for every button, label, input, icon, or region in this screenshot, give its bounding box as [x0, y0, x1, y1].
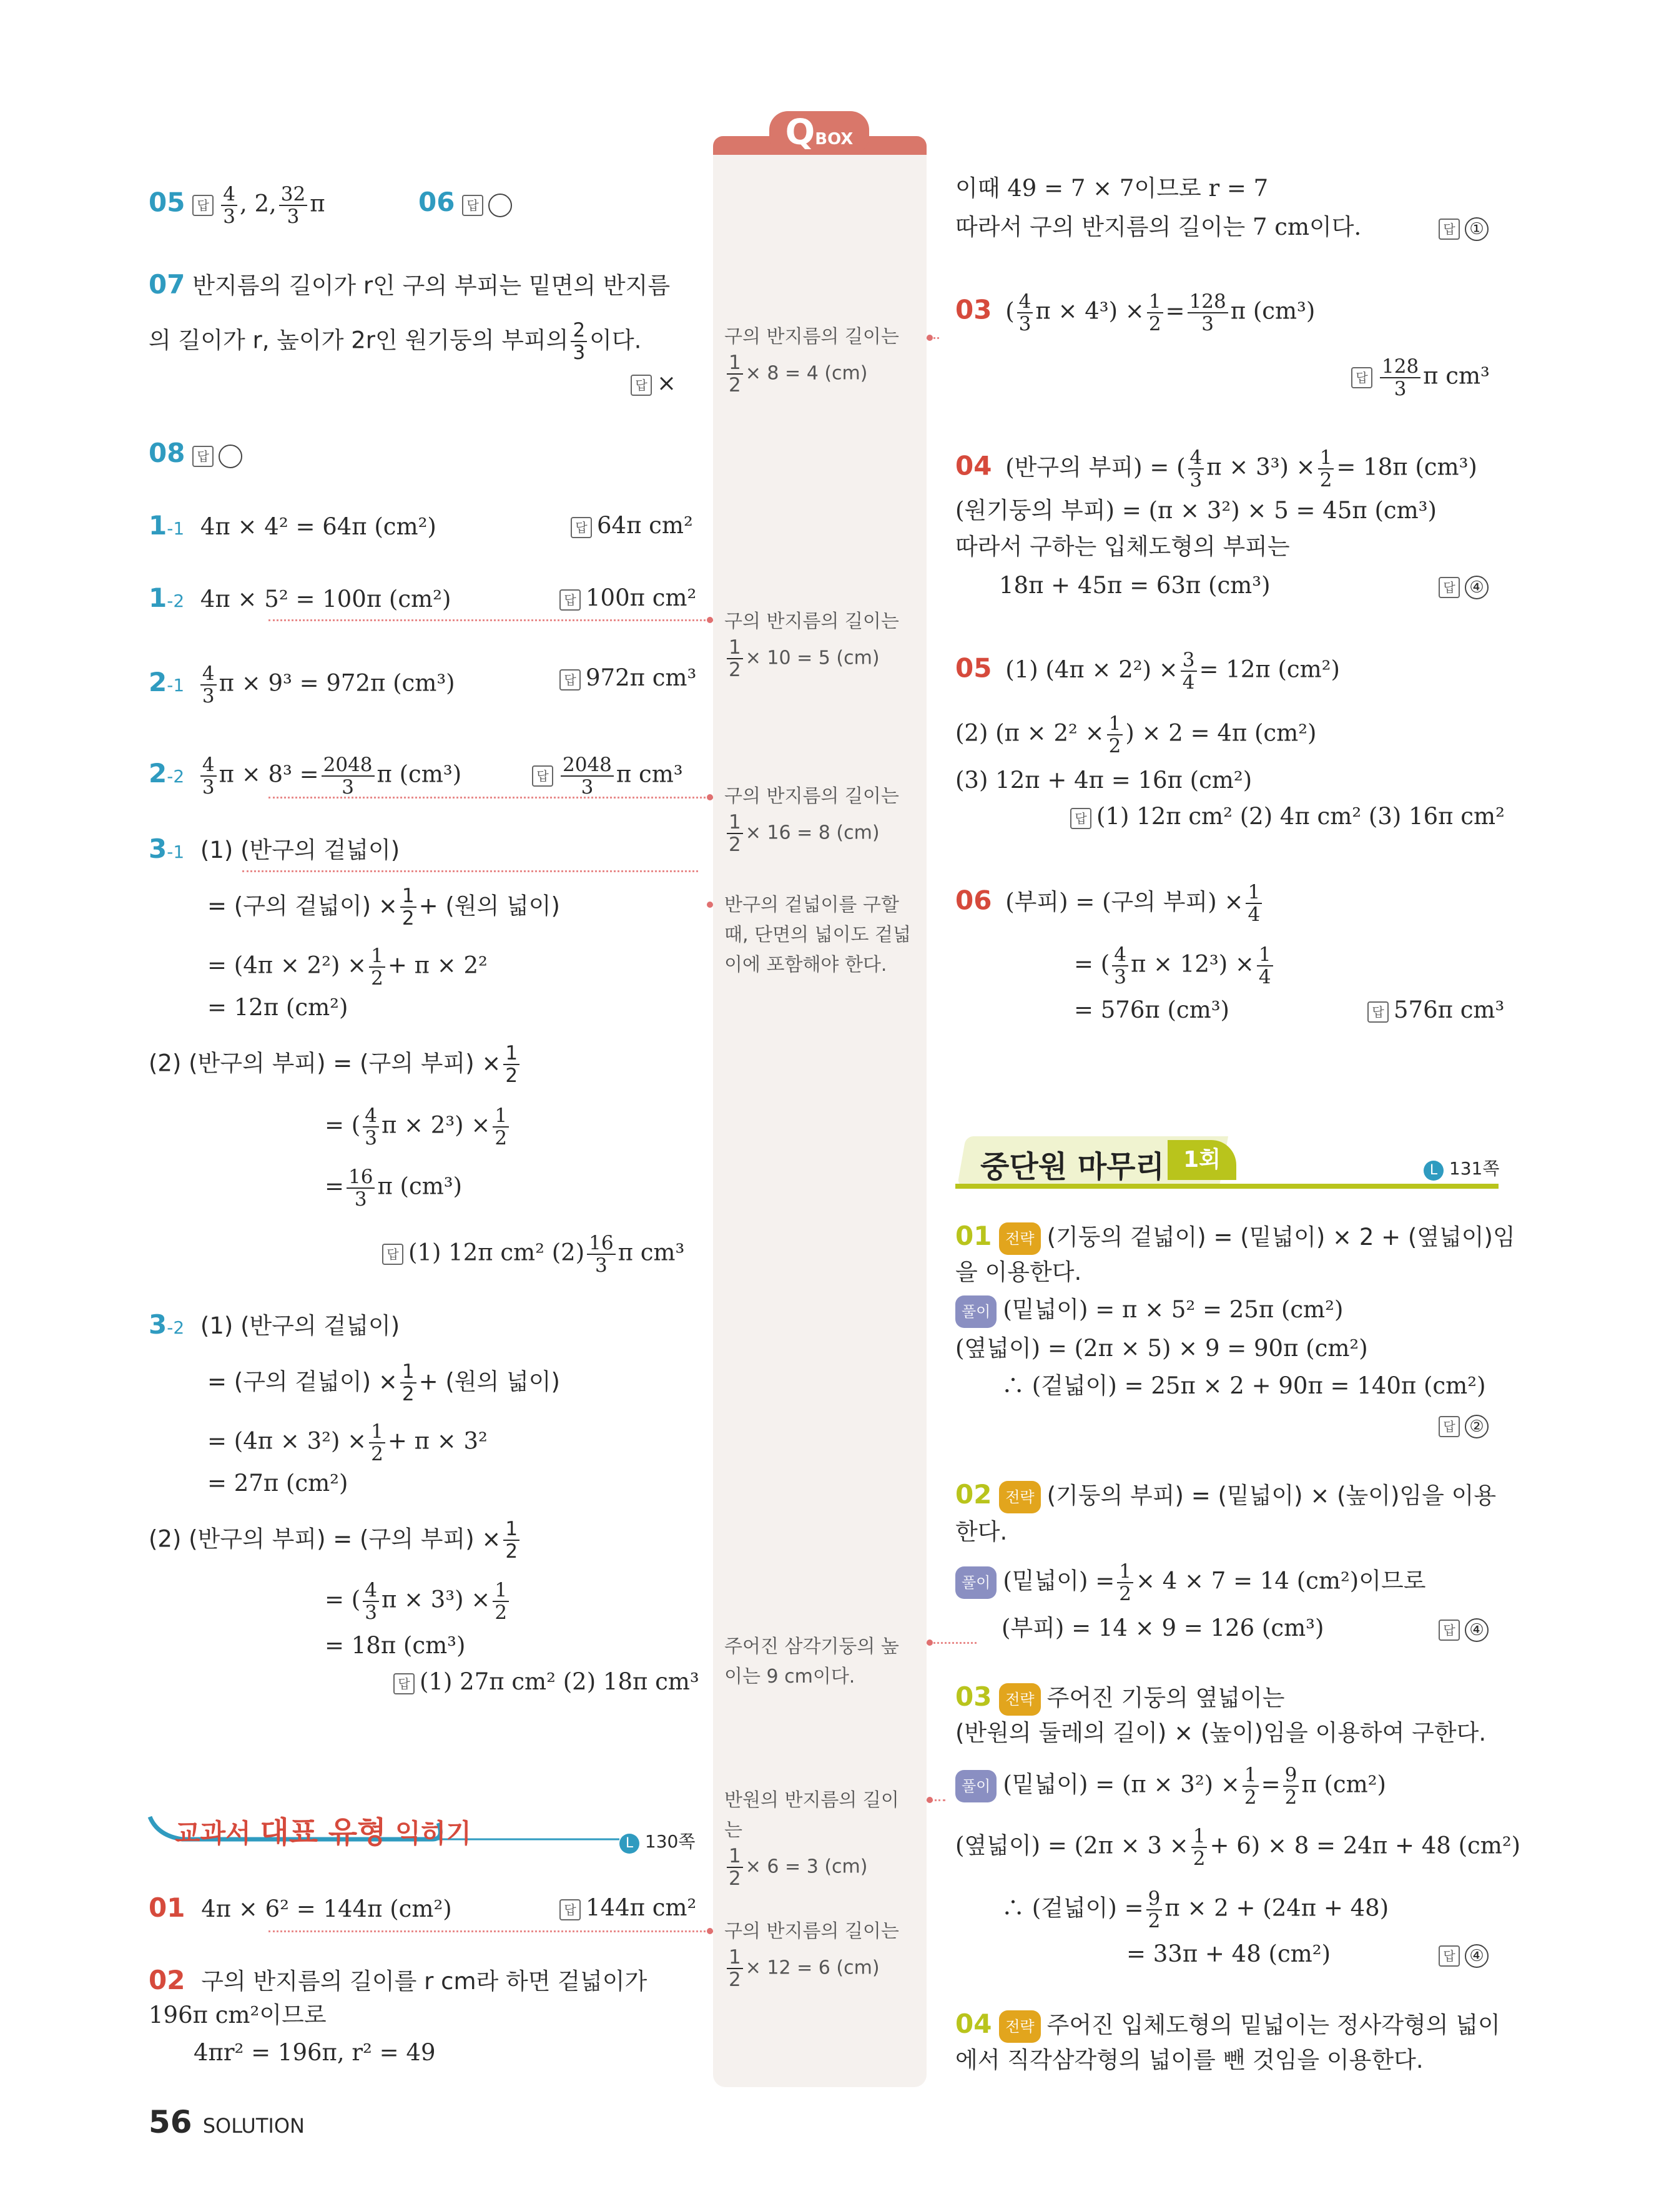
answer-icon: 답 — [1439, 1416, 1460, 1437]
problem-1-2-ans: 답 100π cm² — [559, 583, 696, 613]
r06-ans: 답 576π cm³ — [1367, 995, 1504, 1025]
connector-dot — [707, 1928, 713, 1934]
r04-line2: (원기둥의 부피) = (π × 3²) × 5 = 45π (cm³) — [955, 497, 1437, 524]
connector-dot — [927, 1639, 933, 1646]
side-note-2: 구의 반지름의 길이는 $\frac{1}{2}$ × 10 = 5 (cm) — [724, 611, 899, 681]
answer-icon: 답 — [1367, 1001, 1389, 1023]
r03: 03 ( $\frac{4}{3}$ π × 4³) × $\frac{1}{2}$ = $\frac{128}{3}$ π (cm³) — [955, 290, 1316, 335]
mid-review-title: 중단원 마무리 — [980, 1149, 1164, 1184]
m03-line4: (옆넓이) = (2π × 3 × $\frac{1}{2}$ + 6) × 8 = 24π + 48 (cm²) — [955, 1825, 1521, 1870]
problem-1-2: 1-2 4π × 5² = 100π (cm²) — [149, 582, 451, 613]
r06-line3: = 576π (cm³) — [1074, 996, 1229, 1023]
m01-line2: 을 이용한다. — [955, 1259, 1082, 1285]
b02-line2: 196π cm²이므로 — [149, 2002, 327, 2028]
m02-line3: 풀이 (밑넓이) = $\frac{1}{2}$ × 4 × 7 = 14 (cm²)이므로 — [955, 1561, 1425, 1605]
banner-title: 교과서 대표 유형 익히기 — [175, 1815, 471, 1850]
problem-3-1-line2: = (구의 겉넓이) × $\frac{1}{2}$ + (원의 넓이) — [207, 885, 560, 930]
m01-ans: 답 ② — [1439, 1410, 1489, 1440]
r05-line2: (2) (π × 2² × $\frac{1}{2}$ ) × 2 = 4π (cm²) — [955, 712, 1317, 757]
m04-line2: 에서 직각삼각형의 넓이를 뺀 것임을 이용한다. — [955, 2047, 1424, 2073]
connector-7 — [268, 1930, 713, 1932]
strategy-tag: 전략 — [999, 1481, 1040, 1513]
problem-2-2: 2-2 $\frac{4}{3}$ π × 8³ = $\frac{2048}{3}$ π (cm³) — [149, 754, 462, 799]
m03-line5: ∴ (겉넓이) = $\frac{9}{2}$ π × 2 + (24π + 48) — [1002, 1887, 1389, 1932]
footer-label: SOLUTION — [202, 2114, 305, 2138]
m01-line1: 01 전략 (기둥의 겉넓이) = (밑넓이) × 2 + (옆넓이)임 — [955, 1221, 1515, 1255]
answer-icon: 답 — [192, 446, 214, 467]
answer-icon: 답 — [1070, 808, 1091, 829]
problem-1-1-ans: 답 64π cm² — [571, 511, 693, 541]
answer-icon: 답 — [1351, 367, 1372, 388]
answer-icon: 답 — [393, 1673, 415, 1694]
right-top-line2: 따라서 구의 반지름의 길이는 7 cm이다. — [955, 214, 1362, 240]
connector-dot — [927, 335, 933, 341]
answer-07-ans: 답 × — [631, 368, 676, 398]
m03-line2: (반원의 둘레의 길이) × (높이)임을 이용하여 구한다. — [955, 1719, 1487, 1746]
problem-2-2-ans: 답 $\frac{2048}{3}$ π cm³ — [532, 754, 683, 798]
r04-line3: 따라서 구하는 입체도형의 부피는 — [955, 533, 1290, 560]
circle-mark-icon — [488, 194, 512, 217]
problem-3-2-line7: = 18π (cm³) — [325, 1632, 466, 1659]
problem-2-1: 2-1 $\frac{4}{3}$ π × 9³ = 972π (cm³) — [149, 662, 455, 707]
strategy-tag: 전략 — [999, 1683, 1040, 1716]
answer-icon: 답 — [1439, 1945, 1460, 1967]
problem-1-1: 1-1 4π × 4² = 64π (cm²) — [149, 510, 436, 541]
connector-2 — [268, 797, 713, 799]
strategy-tag: 전략 — [999, 2010, 1040, 2043]
connector-dot — [707, 902, 713, 908]
mid-review-page: L 131쪽 — [1424, 1155, 1499, 1181]
b01: 01 4π × 6² = 144π (cm²) — [149, 1892, 452, 1923]
answer-icon: 답 — [532, 765, 553, 787]
problem-3-2-line1: 3-2 (1) (반구의 겉넓이) — [149, 1309, 400, 1340]
m01-line4: (옆넓이) = (2π × 5) × 9 = 90π (cm²) — [955, 1335, 1368, 1362]
page-number: 56 — [149, 2104, 192, 2140]
connector-5 — [927, 1642, 977, 1644]
answer-icon: 답 — [462, 195, 483, 216]
problem-3-2-line3: = (4π × 3²) × $\frac{1}{2}$ + π × 3² — [207, 1420, 488, 1465]
answer-icon: 답 — [192, 195, 214, 216]
m04-line1: 04 전략 주어진 입체도형의 밑넓이는 정사각형의 넓이 — [955, 2009, 1500, 2043]
answer-icon: 답 — [1439, 219, 1460, 240]
r04-line4: 18π + 45π = 63π (cm³) — [999, 572, 1271, 599]
strategy-tag: 전략 — [999, 1222, 1040, 1255]
solution-tag: 풀이 — [955, 1566, 997, 1599]
m01-line5: ∴ (겉넓이) = 25π × 2 + 90π = 140π (cm²) — [1002, 1372, 1486, 1399]
m01-line3: 풀이 (밑넓이) = π × 5² = 25π (cm²) — [955, 1295, 1343, 1328]
side-note-5: 주어진 삼각기둥의 높 이는 9 cm이다. — [724, 1636, 899, 1688]
problem-3-1-line7: = $\frac{16}{3}$ π (cm³) — [325, 1166, 463, 1211]
answer-icon: 답 — [559, 1899, 581, 1920]
m03-line3: 풀이 (밑넓이) = (π × 3²) × $\frac{1}{2}$ = $\frac{9}{2}$ π (cm²) — [955, 1764, 1386, 1808]
m02-ans: 답 ④ — [1439, 1613, 1489, 1643]
solution-tag: 풀이 — [955, 1770, 997, 1802]
circle-mark-icon — [219, 445, 242, 468]
answer-07-line1: 07 반지름의 길이가 r인 구의 부피는 밑면의 반지름 — [149, 269, 671, 300]
right-top-line1: 이때 49 = 7 × 7이므로 r = 7 — [955, 175, 1269, 202]
qbox-logo — [769, 111, 869, 155]
problem-3-1-line4: = 12π (cm²) — [207, 994, 348, 1021]
problem-3-1-line1: 3-1 (1) (반구의 겉넓이) — [149, 833, 400, 864]
answer-05: 05 답 $\frac{4}{3}$ , 2, $\frac{32}{3}$ π — [149, 183, 325, 228]
answer-icon: 답 — [1439, 577, 1460, 598]
mid-review-round: 1회 — [1168, 1140, 1236, 1180]
problem-3-1-line6: = ( $\frac{4}{3}$ π × 2³) × $\frac{1}{2}$ — [325, 1105, 511, 1149]
connector-1 — [268, 619, 713, 621]
r06-line2: = ( $\frac{4}{3}$ π × 12³) × $\frac{1}{4}$ — [1074, 944, 1276, 988]
r04-ans: 답 ④ — [1439, 571, 1489, 601]
answer-icon: 답 — [571, 517, 592, 538]
m03-line1: 03 전략 주어진 기둥의 옆넓이는 — [955, 1682, 1285, 1716]
r04-line1: 04 (반구의 부피) = ( $\frac{4}{3}$ π × 3³) × $\frac{1}{2}$ = 18π (cm³) — [955, 446, 1477, 491]
b02-line3: 4πr² = 196π, r² = 49 — [194, 2039, 436, 2066]
right-top-ans: 답 ① — [1439, 212, 1489, 242]
problem-3-1-line5: (2) (반구의 부피) = (구의 부피) × $\frac{1}{2}$ — [149, 1043, 522, 1086]
answer-icon: 답 — [382, 1244, 403, 1265]
problem-2-1-ans: 답 972π cm³ — [559, 663, 696, 693]
problem-3-2-line5: (2) (반구의 부피) = (구의 부피) × $\frac{1}{2}$ — [149, 1518, 522, 1562]
connector-dot — [707, 794, 713, 800]
side-note-3: 구의 반지름의 길이는 $\frac{1}{2}$ × 16 = 8 (cm) — [724, 785, 899, 856]
answer-icon: 답 — [1439, 1620, 1460, 1641]
m03-ans: 답 ④ — [1439, 1939, 1489, 1969]
qbox-q: Q — [785, 112, 815, 153]
answer-08: 08 답 — [149, 438, 242, 469]
connector-dot — [927, 1797, 933, 1803]
answer-icon: 답 — [559, 669, 581, 691]
page-footer — [149, 2104, 305, 2140]
r05-line3: (3) 12π + 4π = 16π (cm²) — [955, 767, 1253, 794]
answer-icon: 답 — [631, 375, 652, 396]
mid-review-banner — [955, 1136, 1499, 1192]
textbook-banner — [145, 1811, 707, 1861]
problem-3-2-line6: = ( $\frac{4}{3}$ π × 3³) × $\frac{1}{2}$ — [325, 1580, 511, 1623]
banner-page: L 130쪽 — [619, 1828, 695, 1854]
solution-tag: 풀이 — [955, 1295, 997, 1328]
r06-line1: 06 (부피) = (구의 부피) × $\frac{1}{4}$ — [955, 882, 1264, 925]
qbox-box: BOX — [815, 130, 854, 149]
side-note-1: 구의 반지름의 길이는 $\frac{1}{2}$ × 8 = 4 (cm) — [724, 326, 899, 396]
problem-3-2-line2: = (구의 겉넓이) × $\frac{1}{2}$ + (원의 넓이) — [207, 1360, 560, 1405]
side-note-4: 반구의 겉넓이를 구할 때, 단면의 넓이도 겉넓 이에 포함해야 한다. — [724, 894, 911, 976]
side-note-7: 구의 반지름의 길이는 $\frac{1}{2}$ × 12 = 6 (cm) — [724, 1920, 899, 1991]
m02-line4: (부피) = 14 × 9 = 126 (cm³) — [1002, 1615, 1324, 1641]
problem-3-1-ans: 답 (1) 12π cm² (2) $\frac{16}{3}$ π cm³ — [382, 1232, 684, 1276]
answer-06: 06 답 — [418, 187, 512, 219]
r05-ans: 답 (1) 12π cm² (2) 4π cm² (3) 16π cm² — [1070, 802, 1505, 832]
answer-07-line2: 의 길이가 r, 높이가 2r인 원기둥의 부피의 $\frac{2}{3}$ 이다. — [149, 319, 642, 364]
m03-line6: = 33π + 48 (cm²) — [1126, 1940, 1331, 1967]
side-note-6: 반원의 반지름의 길이 는 $\frac{1}{2}$ × 6 = 3 (cm) — [724, 1789, 899, 1890]
m02-line2: 한다. — [955, 1518, 1008, 1545]
m02-line1: 02 전략 (기둥의 부피) = (밑넓이) × (높이)임을 이용 — [955, 1480, 1496, 1513]
problem-3-1-line3: = (4π × 2²) × $\frac{1}{2}$ + π × 2² — [207, 945, 488, 990]
b02-line1: 02 구의 반지름의 길이를 r cm라 하면 겉넓이가 — [149, 1965, 647, 1995]
connector-3 — [242, 870, 698, 872]
b01-ans: 답 144π cm² — [559, 1893, 696, 1923]
r05-line1: 05 (1) (4π × 2²) × $\frac{3}{4}$ = 12π (cm²) — [955, 649, 1340, 694]
answer-icon: 답 — [559, 589, 581, 611]
problem-3-2-ans: 답 (1) 27π cm² (2) 18π cm³ — [393, 1667, 699, 1697]
problem-3-2-line4: = 27π (cm²) — [207, 1470, 348, 1497]
r03-ans: 답 $\frac{128}{3}$ π cm³ — [1351, 356, 1490, 400]
connector-dot — [707, 617, 713, 623]
